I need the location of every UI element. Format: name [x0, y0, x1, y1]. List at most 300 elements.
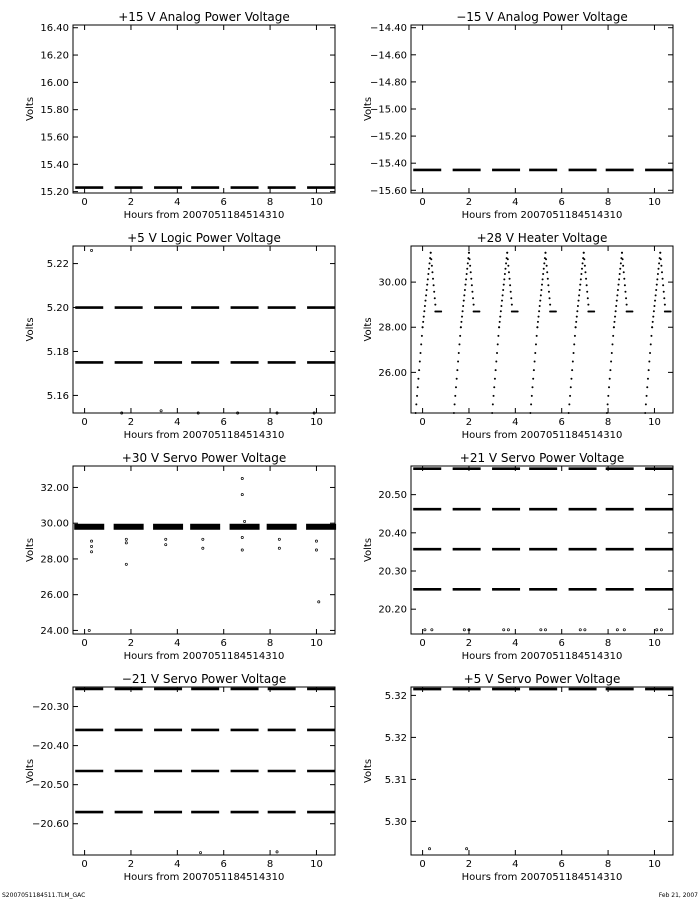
data-point — [584, 265, 586, 267]
x-tick-label: 10 — [310, 638, 323, 649]
data-point — [434, 304, 436, 306]
data-point — [433, 284, 435, 286]
data-point — [464, 289, 466, 291]
x-tick-label: 8 — [266, 197, 274, 208]
data-point — [125, 538, 127, 540]
data-point — [584, 629, 586, 631]
x-axis-label: Hours from 2007051184514310 — [461, 210, 623, 221]
data-point — [578, 300, 580, 302]
data-point — [586, 291, 588, 293]
x-tick-label: 0 — [81, 417, 88, 428]
data-point — [653, 310, 655, 312]
data-point — [536, 335, 538, 337]
x-tick-label: 4 — [174, 638, 181, 649]
data-point — [579, 284, 581, 286]
data-point — [648, 369, 650, 371]
x-tick-label: 6 — [558, 638, 565, 649]
y-axis-label: Volts — [25, 758, 36, 784]
data-point — [426, 284, 428, 286]
data-point — [650, 343, 652, 345]
data-point — [423, 310, 425, 312]
chart-panel-8 — [363, 672, 673, 883]
y-tick-label: 15.20 — [40, 187, 69, 199]
data-point — [278, 538, 280, 540]
data-point — [536, 326, 538, 328]
y-tick-label: 5.22 — [46, 259, 69, 271]
data-point — [662, 284, 664, 286]
y-tick-label: 20.20 — [378, 604, 407, 616]
data-point — [459, 335, 461, 337]
data-point — [616, 300, 618, 302]
y-axis-label: Volts — [363, 537, 374, 563]
data-point — [620, 262, 622, 264]
y-axis-label: Volts — [25, 317, 36, 342]
data-point — [661, 271, 663, 273]
y-tick-label: 24.00 — [40, 625, 69, 637]
chart-title: −15 V Analog Power Voltage — [456, 10, 628, 24]
data-point — [420, 352, 422, 354]
data-point — [501, 300, 503, 302]
data-point — [540, 629, 542, 631]
data-point — [427, 278, 429, 280]
data-point — [165, 544, 167, 546]
data-point — [585, 278, 587, 280]
data-point — [467, 262, 469, 264]
data-point — [544, 252, 546, 254]
data-point — [613, 321, 615, 323]
data-point — [464, 284, 466, 286]
y-tick-label: −14.60 — [369, 50, 407, 62]
data-point — [619, 273, 621, 275]
data-point — [90, 551, 92, 553]
data-point — [652, 321, 654, 323]
data-point — [457, 361, 459, 363]
data-point — [622, 258, 624, 260]
data-point — [622, 265, 624, 267]
data-point — [471, 284, 473, 286]
data-point — [502, 289, 504, 291]
data-point — [648, 361, 650, 363]
data-point — [539, 305, 541, 307]
data-point — [318, 601, 320, 603]
data-point — [425, 294, 427, 296]
data-point — [463, 294, 465, 296]
data-point — [276, 851, 278, 853]
data-point — [469, 265, 471, 267]
data-segment — [190, 524, 220, 530]
data-point — [538, 316, 540, 318]
data-point — [540, 294, 542, 296]
data-point — [583, 252, 585, 254]
data-point — [241, 536, 243, 538]
data-point — [458, 343, 460, 345]
data-point — [419, 361, 421, 363]
data-point — [495, 369, 497, 371]
x-axis-label: Hours from 2007051184514310 — [461, 872, 623, 883]
y-tick-label: −15.40 — [369, 158, 407, 170]
data-point — [631, 310, 633, 312]
x-tick-label: 8 — [604, 417, 612, 428]
footer-date-label: Feb 21, 2007 — [658, 892, 698, 899]
data-point — [424, 305, 426, 307]
y-tick-label: −14.40 — [369, 23, 407, 35]
data-point — [538, 310, 540, 312]
data-point — [434, 297, 436, 299]
chart-title: +5 V Logic Power Voltage — [127, 231, 281, 245]
data-point — [415, 412, 417, 414]
y-tick-label: 28.00 — [378, 322, 407, 334]
data-point — [616, 294, 618, 296]
data-point — [580, 273, 582, 275]
data-point — [579, 289, 581, 291]
data-point — [670, 310, 672, 312]
y-tick-label: 28.00 — [40, 554, 69, 566]
chart-panel-4 — [363, 231, 673, 441]
data-point — [646, 395, 648, 397]
data-point — [664, 304, 666, 306]
data-point — [462, 310, 464, 312]
data-point — [623, 278, 625, 280]
x-tick-label: 10 — [648, 197, 661, 208]
x-axis-label: Hours from 2007051184514310 — [123, 210, 285, 221]
y-tick-label: 20.30 — [378, 566, 407, 578]
data-point — [88, 629, 90, 631]
y-tick-label: 16.40 — [40, 23, 69, 35]
data-point — [624, 284, 626, 286]
y-tick-label: 26.00 — [40, 590, 69, 602]
data-point — [587, 304, 589, 306]
data-point — [542, 273, 544, 275]
data-point — [645, 403, 647, 405]
y-tick-label: −14.80 — [369, 77, 407, 89]
data-point — [657, 273, 659, 275]
data-point — [454, 403, 456, 405]
data-point — [455, 386, 457, 388]
x-tick-label: 0 — [419, 859, 426, 870]
data-point — [472, 297, 474, 299]
data-point — [460, 326, 462, 328]
data-point — [663, 291, 665, 293]
data-point — [416, 395, 418, 397]
data-point — [494, 378, 496, 380]
data-point — [569, 395, 571, 397]
data-point — [621, 252, 623, 254]
data-point — [500, 305, 502, 307]
data-point — [469, 258, 471, 260]
data-point — [90, 540, 92, 542]
data-point — [466, 848, 468, 850]
y-tick-label: 26.00 — [378, 367, 407, 379]
x-axis-label: Hours from 2007051184514310 — [461, 430, 623, 441]
data-point — [658, 268, 660, 270]
data-segment — [114, 524, 144, 530]
data-point — [499, 316, 501, 318]
data-point — [646, 386, 648, 388]
data-point — [581, 268, 583, 270]
data-point — [578, 294, 580, 296]
data-point — [545, 258, 547, 260]
y-tick-label: 5.30 — [384, 816, 407, 828]
data-point — [278, 547, 280, 549]
data-point — [478, 310, 480, 312]
data-point — [510, 297, 512, 299]
data-point — [610, 361, 612, 363]
x-tick-label: 2 — [127, 859, 135, 870]
x-tick-label: 6 — [558, 417, 565, 428]
footer-file-label: S2007051184511.TLM_GAC — [2, 892, 86, 899]
y-tick-label: 5.20 — [46, 303, 69, 315]
data-point — [241, 549, 243, 551]
data-point — [529, 412, 531, 414]
data-point — [587, 297, 589, 299]
plot-frame — [73, 25, 335, 193]
data-point — [656, 629, 658, 631]
data-point — [497, 335, 499, 337]
data-point — [499, 321, 501, 323]
data-point — [660, 265, 662, 267]
data-point — [659, 252, 661, 254]
y-tick-label: 20.40 — [378, 528, 407, 540]
chart-panel-3 — [25, 231, 335, 441]
y-tick-label: 20.50 — [378, 490, 407, 502]
x-tick-label: 10 — [648, 417, 661, 428]
y-tick-label: −15.00 — [369, 104, 407, 116]
data-point — [540, 289, 542, 291]
chart-panel-7 — [25, 672, 335, 883]
y-tick-label: 5.18 — [46, 346, 69, 358]
data-point — [626, 304, 628, 306]
x-tick-label: 6 — [558, 859, 565, 870]
data-point — [575, 326, 577, 328]
data-point — [418, 369, 420, 371]
data-point — [652, 316, 654, 318]
data-point — [463, 300, 465, 302]
data-point — [491, 412, 493, 414]
data-point — [607, 395, 609, 397]
data-point — [241, 493, 243, 495]
data-point — [423, 316, 425, 318]
data-point — [593, 310, 595, 312]
data-point — [465, 278, 467, 280]
y-axis-label: Volts — [363, 317, 374, 342]
data-point — [165, 538, 167, 540]
data-point — [619, 268, 621, 270]
data-point — [500, 310, 502, 312]
data-point — [654, 300, 656, 302]
data-point — [431, 271, 433, 273]
x-tick-label: 8 — [604, 638, 612, 649]
chart-panel-6 — [363, 451, 673, 662]
data-point — [625, 297, 627, 299]
data-point — [454, 395, 456, 397]
data-point — [576, 316, 578, 318]
data-point — [431, 265, 433, 267]
data-point — [584, 271, 586, 273]
data-point — [468, 252, 470, 254]
x-tick-label: 0 — [81, 859, 88, 870]
data-point — [417, 378, 419, 380]
y-tick-label: −15.20 — [369, 131, 407, 143]
data-segment — [306, 524, 336, 530]
y-tick-label: 5.16 — [46, 390, 69, 402]
data-point — [662, 278, 664, 280]
data-point — [463, 629, 465, 631]
y-tick-label: 16.00 — [40, 77, 69, 89]
data-point — [496, 352, 498, 354]
x-tick-label: 10 — [310, 859, 323, 870]
y-axis-label: Volts — [25, 96, 36, 122]
data-point — [655, 289, 657, 291]
data-point — [542, 278, 544, 280]
data-point — [532, 378, 534, 380]
data-point — [504, 273, 506, 275]
data-point — [611, 352, 613, 354]
data-point — [431, 629, 433, 631]
x-tick-label: 6 — [220, 417, 227, 428]
data-point — [544, 629, 546, 631]
y-tick-label: −15.60 — [369, 185, 407, 197]
chart-title: −21 V Servo Power Voltage — [121, 672, 287, 686]
data-point — [577, 305, 579, 307]
x-axis-label: Hours from 2007051184514310 — [123, 651, 285, 662]
data-point — [571, 369, 573, 371]
data-point — [453, 412, 455, 414]
data-point — [505, 262, 507, 264]
data-point — [650, 335, 652, 337]
x-tick-label: 2 — [465, 417, 473, 428]
data-point — [548, 291, 550, 293]
data-point — [429, 262, 431, 264]
data-point — [573, 343, 575, 345]
data-point — [555, 310, 557, 312]
data-point — [579, 629, 581, 631]
data-point — [615, 305, 617, 307]
x-tick-label: 4 — [512, 197, 519, 208]
y-axis-label: Volts — [25, 537, 36, 563]
y-tick-label: 15.80 — [40, 105, 69, 117]
x-tick-label: 2 — [465, 859, 473, 870]
data-point — [428, 268, 430, 270]
data-point — [493, 386, 495, 388]
data-point — [649, 352, 651, 354]
data-point — [470, 278, 472, 280]
y-tick-label: 15.60 — [40, 132, 69, 144]
data-point — [653, 305, 655, 307]
y-tick-label: 5.31 — [384, 774, 407, 786]
x-tick-label: 10 — [648, 638, 661, 649]
x-tick-label: 0 — [419, 417, 426, 428]
data-point — [624, 291, 626, 293]
data-point — [541, 284, 543, 286]
data-point — [530, 403, 532, 405]
y-tick-label: −20.30 — [31, 702, 69, 714]
y-axis-label: Volts — [363, 96, 374, 122]
data-point — [202, 538, 204, 540]
data-point — [497, 343, 499, 345]
data-point — [461, 316, 463, 318]
data-point — [424, 629, 426, 631]
data-point — [492, 403, 494, 405]
data-point — [656, 278, 658, 280]
data-point — [606, 412, 608, 414]
data-point — [495, 361, 497, 363]
x-axis-label: Hours from 2007051184514310 — [123, 430, 285, 441]
data-point — [663, 297, 665, 299]
x-tick-label: 8 — [266, 417, 274, 428]
x-tick-label: 8 — [604, 859, 612, 870]
data-point — [510, 291, 512, 293]
y-tick-label: 5.32 — [384, 690, 407, 702]
data-point — [583, 258, 585, 260]
data-point — [428, 848, 430, 850]
data-point — [570, 386, 572, 388]
data-point — [546, 265, 548, 267]
data-point — [473, 304, 475, 306]
plot-frame — [73, 466, 335, 634]
x-tick-label: 4 — [174, 859, 181, 870]
y-tick-label: 30.00 — [378, 277, 407, 289]
x-tick-label: 6 — [220, 197, 227, 208]
x-tick-label: 6 — [558, 197, 565, 208]
data-point — [506, 252, 508, 254]
data-point — [609, 378, 611, 380]
x-tick-label: 2 — [127, 417, 135, 428]
data-segment — [153, 524, 183, 530]
y-tick-label: −20.60 — [31, 819, 69, 831]
data-point — [570, 378, 572, 380]
data-point — [511, 304, 513, 306]
data-point — [539, 300, 541, 302]
data-point — [656, 284, 658, 286]
data-point — [617, 289, 619, 291]
x-tick-label: 6 — [220, 638, 227, 649]
data-point — [609, 369, 611, 371]
data-segment — [230, 524, 260, 530]
data-point — [535, 343, 537, 345]
data-point — [471, 291, 473, 293]
data-point — [531, 386, 533, 388]
data-point — [647, 378, 649, 380]
x-tick-label: 2 — [465, 638, 473, 649]
data-point — [614, 316, 616, 318]
y-tick-label: 16.20 — [40, 50, 69, 62]
y-tick-label: 32.00 — [40, 482, 69, 494]
data-point — [432, 278, 434, 280]
data-point — [503, 629, 505, 631]
data-point — [422, 326, 424, 328]
data-point — [125, 563, 127, 565]
data-point — [533, 369, 535, 371]
plot-frame — [411, 687, 673, 855]
data-point — [613, 326, 615, 328]
x-tick-label: 10 — [310, 197, 323, 208]
data-point — [572, 361, 574, 363]
plot-frame — [411, 25, 673, 193]
data-point — [160, 410, 162, 412]
data-point — [660, 629, 662, 631]
x-tick-label: 0 — [419, 638, 426, 649]
data-point — [417, 386, 419, 388]
data-point — [502, 294, 504, 296]
data-point — [608, 386, 610, 388]
x-tick-label: 0 — [81, 197, 88, 208]
data-point — [509, 284, 511, 286]
data-point — [422, 321, 424, 323]
x-tick-label: 10 — [310, 417, 323, 428]
x-tick-label: 4 — [174, 197, 181, 208]
data-point — [549, 297, 551, 299]
data-point — [241, 477, 243, 479]
